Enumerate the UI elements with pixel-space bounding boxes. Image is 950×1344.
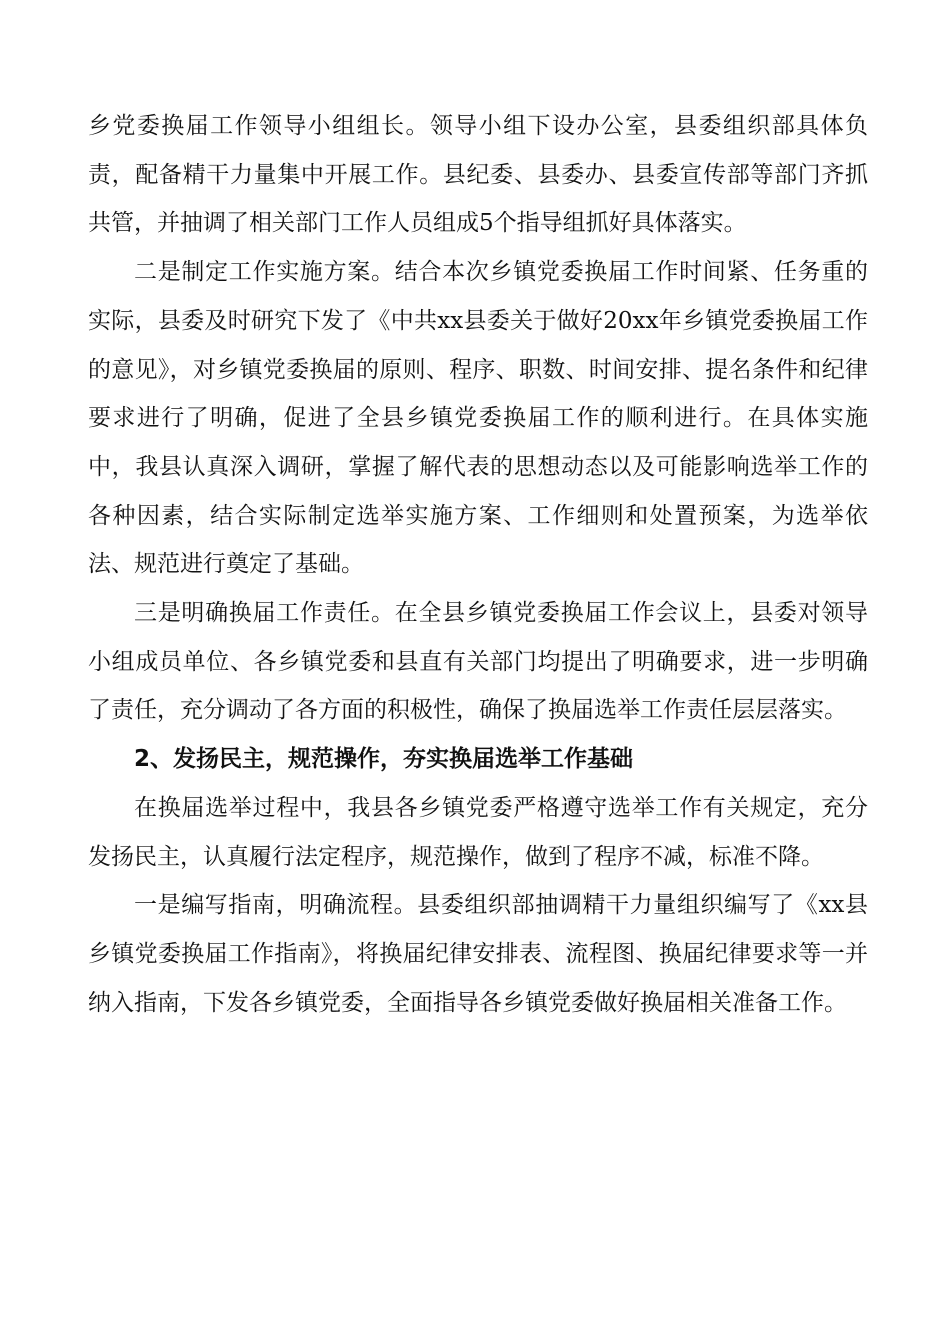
paragraph-plan: 二是制定工作实施方案。结合本次乡镇党委换届工作时间紧、任务重的实际，县委及时研究下发了《中共xx县委关于做好20xx年乡镇党委换届工作的意见》，对乡镇党委换届的原则、程序、职数、时间安排、提名条件和纪律要求进行了明确，促进了全县乡镇党委换届工作的顺利进行。在具体实施中，我县认真深入调研，掌握了解代表的思想动态以及可能影响选举工作的各种因素，结合实际制定选举实施方案、工作细则和处置预案，为选举依法、规范进行奠定了基础。 xyxy=(88,259,868,578)
paragraph-responsibility: 三是明确换届工作责任。在全县乡镇党委换届工作会议上，县委对领导小组成员单位、各乡镇党委和县直有关部门均提出了明确要求，进一步明确了责任，充分调动了各方面的积极性，确保了换届选举工作责任层层落实。 xyxy=(88,600,868,724)
document-body xyxy=(88,102,868,1027)
paragraph-democracy: 在换届选举过程中，我县各乡镇党委严格遵守选举工作有关规定，充分发扬民主，认真履行法定程序，规范操作，做到了程序不减，标准不降。 xyxy=(88,794,868,870)
section-heading: 2、发扬民主，规范操作，夯实换届选举工作基础 xyxy=(134,746,634,773)
paragraph-guide: 一是编写指南，明确流程。县委组织部抽调精干力量组织编写了《xx县乡镇党委换届工作指南》，将换届纪律安排表、流程图、换届纪律要求等一并纳入指南，下发各乡镇党委，全面指导各乡镇党委做好换届相关准备工作。 xyxy=(88,892,868,1016)
paragraph-continuation: 乡党委换届工作领导小组组长。领导小组下设办公室，县委组织部具体负责，配备精干力量集中开展工作。县纪委、县委办、县委宣传部等部门齐抓共管，并抽调了相关部门工作人员组成5个指导组抓好具体落实。 xyxy=(88,113,868,237)
